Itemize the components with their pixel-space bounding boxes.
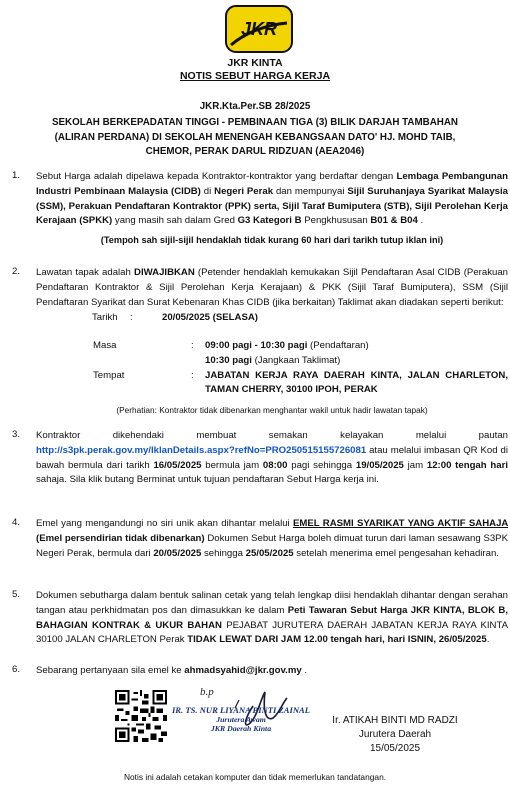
text: atau melalui imbasan QR Kod di bawah bermula dari tarikh [36, 444, 508, 471]
clause-4 [12, 517, 508, 561]
clause-text [36, 517, 508, 561]
bold-text: 08:00 [262, 459, 288, 471]
bold-text: 20/05/2025 [153, 547, 202, 559]
schedule-row-masa-2 [93, 354, 508, 369]
text: (Jangkaan Taklimat) [251, 354, 341, 366]
clause-2 [12, 266, 508, 326]
officer-name: Ir. ATIKAH BINTI MD RADZI [332, 715, 458, 726]
bold-text: 10:30 pagi [205, 354, 252, 366]
schedule-table [93, 339, 508, 399]
venue-value: JABATAN KERJA RAYA DAERAH KINTA, JALAN CHARLETON, TAMAN CHERRY, 30100 IPOH, PERAK [205, 369, 508, 396]
time-label: Masa [93, 340, 117, 351]
text: Lawatan tapak adalah [36, 267, 135, 278]
stamp-title: Jurutera Awam [216, 715, 266, 724]
briefing-schedule [36, 311, 508, 326]
text: (Pendaftaran) [307, 340, 369, 351]
clause-number: 6. [12, 664, 21, 675]
site-visit-note: (Perhatian: Kontraktor tidak dibenarkan menghantar wakil untuk hadir lawatan tapak) [116, 405, 428, 415]
clause-3 [12, 429, 508, 488]
footer-note: Notis ini adalah cetakan komputer dan tidak memerlukan tandatangan. [123, 772, 387, 782]
clause-number: 4. [12, 517, 21, 528]
clause-text [36, 266, 508, 310]
text: sehingga [201, 547, 246, 559]
text: Emel yang mengandungi no siri unik akan dihantar melalui [36, 518, 293, 529]
signature-date: 15/05/2025 [369, 743, 421, 754]
text: Dokumen Sebut Harga boleh dimuat turun dari laman sesawang S3PK Negeri Perak, bermula dari [36, 532, 508, 559]
bold-text: 12:00 tengah hari [426, 459, 508, 471]
text: . [486, 634, 490, 646]
bold-text: 16/05/2025 [153, 459, 202, 471]
signatory-block [320, 714, 470, 756]
department-name: JKR KINTA [227, 57, 283, 69]
bold-text: G3 Kategori B [237, 215, 302, 227]
contact-email[interactable]: ahmadsyahid@jkr.gov.my [184, 665, 302, 676]
bold-text: B01 & B04 [370, 215, 418, 227]
reference-number: JKR.Kta.Per.SB 28/2025 [199, 101, 311, 112]
bold-text: DIWAJIBKAN [134, 267, 195, 278]
bold-text: (Emel persendirian tidak dibenarkan) [36, 532, 205, 544]
venue-label: Tempat [93, 369, 125, 381]
text: Sebut Harga adalah dipelawa kepada Kontraktor-kontraktor yang berdaftar dengan [36, 171, 397, 182]
text: jam [403, 459, 427, 471]
jkr-logo [225, 5, 293, 53]
notice-title: NOTIS SEBUT HARGA KERJA [179, 70, 331, 82]
project-title-line: SEKOLAH BERKEPADATAN TINGGI - PEMBINAAN TIGA (3) BILIK DARJAH TAMBAHAN [51, 117, 458, 128]
project-title [0, 116, 510, 160]
bold-underline-text: EMEL RASMI SYARIKAT YANG AKTIF SAHAJA [292, 518, 508, 529]
time-value-1 [205, 339, 369, 354]
text: yang masih sah dalam Gred [112, 215, 238, 227]
text: Kontraktor dikehendaki membuat semakan kelayakan melalui pautan [36, 430, 508, 441]
text: Sebarang pertanyaan sila emel ke [36, 665, 185, 676]
bold-text: Lembaga Pembangunan Industri Pembinaan Malaysia (CIDB) [36, 171, 508, 197]
officer-title: Jurutera Daerah [358, 729, 432, 740]
text: dan mempunyai [273, 185, 348, 197]
text: setelah menerima emel pengesahan kehadiran. [293, 547, 499, 559]
time-value-2 [205, 354, 340, 369]
clause-number: 3. [12, 429, 21, 440]
schedule-row-tempat [93, 369, 508, 399]
text: Pengkhususan [301, 215, 371, 227]
validity-note: (Tempoh sah sijil-sijil hendaklah tidak kurang 60 hari dari tarikh tutup iklan ini) [100, 235, 444, 246]
text: . [301, 665, 308, 676]
clause-6 [12, 664, 508, 679]
project-title-line: (ALIRAN PERDANA) DI SEKOLAH MENENGAH KEBANGSAAN DATO' HJ. MOHD TAIB, [54, 131, 456, 143]
text: pagi sehingga [287, 459, 356, 471]
date-label: Tarikh [92, 312, 118, 324]
project-title-line: CHEMOR, PERAK DARUL RIDZUAN (AEA2046) [145, 146, 365, 157]
clause-text [36, 589, 508, 648]
clause-number: 5. [12, 589, 21, 600]
text: di [200, 185, 215, 197]
clause-5 [12, 589, 508, 648]
text: sahaja. Sila klik butang Berminat untuk tujuan pendaftaran Sebut Harga kerja ini. [36, 474, 379, 486]
bold-text: 09:00 pagi - 10:30 pagi [205, 340, 308, 351]
clause-text [36, 429, 508, 488]
colon: : [191, 340, 194, 351]
bold-text: Sijil Suruhanjaya Syarikat Malaysia (SSM), Perakuan Pendaftaran Kontraktor (PPK) serta, Sijil Taraf Bumiputera (STB), Sijil Perolehan Kerja Kerajaan (SPKK) [36, 185, 509, 227]
text: . [417, 215, 424, 227]
official-stamp [166, 706, 316, 733]
on-behalf-mark: b.p [200, 686, 214, 698]
bold-text: Peti Tawaran Sebut Harga JKR KINTA, BLOK B, BAHAGIAN KONTRAK & UKUR BAHAN [36, 604, 508, 631]
clause-number: 2. [12, 266, 21, 277]
date-value: 20/05/2025 (SELASA) [162, 312, 258, 324]
colon: : [130, 312, 133, 324]
schedule-row-masa [93, 339, 508, 354]
clause-1 [12, 170, 509, 248]
stamp-name: IR. TS. NUR LIYANA BINTI ZAINAL [171, 705, 311, 715]
text: PEJABAT JURUTERA DAERAH JABATAN KERJA RAYA KINTA 30100 JALAN CHARLETON Perak [36, 619, 508, 646]
bold-text: TIDAK LEWAT DARI JAM 12.00 tengah hari, hari ISNIN, 26/05/2025 [187, 634, 487, 646]
stamp-office: JKR Daerah Kinta [210, 724, 272, 733]
clause-text [36, 170, 508, 229]
logo-text: JKR [240, 19, 278, 39]
qr-code[interactable] [115, 690, 167, 742]
colon: : [191, 369, 194, 381]
s3pk-link[interactable]: http://s3pk.perak.gov.my/IklanDetails.aspx?refNo=PRO250515155726081 [36, 444, 367, 456]
clause-text [36, 664, 508, 679]
text: bermula jam [201, 459, 263, 471]
text: (Petender hendaklah kemukakan Sijil Pendaftaran Asal CIDB (Perakuan Pendaftaran Kontraktor & Sijil Perolehan Kerja Kerajaan) & PKK (Sijil Taraf Bumiputera), SSM (Sijil Pendaftaran Syarikat dan Surat Kebenaran Khas CIDB (jika berkaitan) Taklimat akan diadakan seperti berikut: [36, 267, 508, 308]
clause-number: 1. [12, 170, 21, 181]
bold-text: 19/05/2025 [355, 459, 404, 471]
bold-text: Negeri Perak [214, 185, 274, 197]
bold-text: 25/05/2025 [245, 547, 294, 559]
text: Dokumen sebutharga dalam bentuk salinan cetak yang telah lengkap diisi hendaklah dihantar dengan serahan tangan atau perkhidmatan pos dan dimasukkan ke dalam [36, 590, 508, 616]
